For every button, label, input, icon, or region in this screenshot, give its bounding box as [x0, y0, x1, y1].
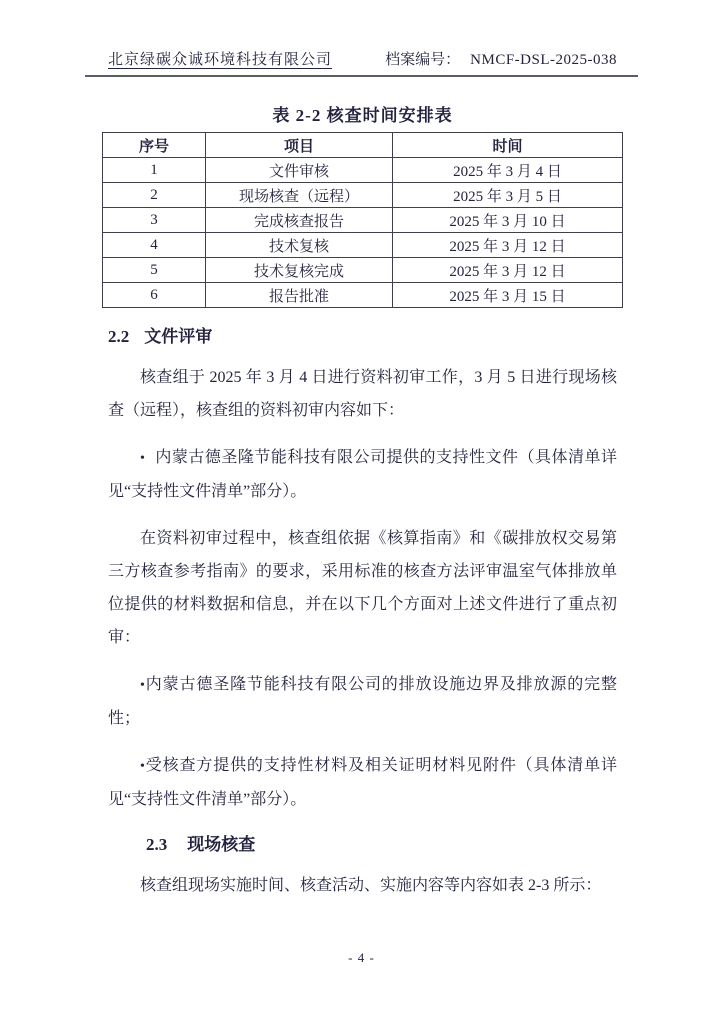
- section-heading-2-3: [108, 830, 617, 855]
- cell-item: 完成核查报告: [206, 208, 393, 233]
- cell-time: 2025 年 3 月 12 日: [393, 258, 623, 283]
- archive-number: NMCF-DSL-2025-038: [470, 52, 617, 68]
- cell-time: 2025 年 3 月 5 日: [393, 183, 623, 208]
- header-company-name: 北京绿碳众诚环境科技有限公司: [108, 52, 333, 68]
- cell-no: 5: [103, 258, 206, 283]
- cell-no: 2: [103, 183, 206, 208]
- header-divider: [85, 75, 638, 77]
- bullet-text: 内蒙古德圣隆节能科技有限公司的排放设施边界及排放源的完整性；: [108, 676, 617, 727]
- column-header-item: 项目: [206, 133, 393, 158]
- cell-no: 3: [103, 208, 206, 233]
- schedule-table: [102, 132, 623, 308]
- cell-no: 4: [103, 233, 206, 258]
- document-footer: [0, 950, 723, 966]
- column-header-time: 时间: [393, 133, 623, 158]
- header-archive: [385, 48, 617, 69]
- table-row: [103, 158, 623, 183]
- archive-label: 档案编号：: [385, 52, 461, 68]
- bullet-paragraph-evidence-materials: [108, 749, 617, 816]
- paragraph-initial-review-intro: 核查组于 2025 年 3 月 4 日进行资料初审工作，3 月 5 日进行现场核查（远程），核查组的资料初审内容如下：: [108, 369, 617, 419]
- cell-item: 文件审核: [206, 158, 393, 183]
- column-header-no: 序号: [103, 133, 206, 158]
- cell-item: 报告批准: [206, 283, 393, 308]
- bullet-paragraph-supporting-docs: [108, 441, 617, 508]
- cell-item: 现场核查（远程）: [206, 183, 393, 208]
- table-title: 表 2-2 核查时间安排表: [272, 106, 453, 125]
- cell-no: 6: [103, 283, 206, 308]
- bullet-paragraph-boundary-completeness: [108, 668, 617, 735]
- section-number: 2.2: [108, 327, 130, 346]
- cell-item: 技术复核完成: [206, 258, 393, 283]
- cell-item: 技术复核: [206, 233, 393, 258]
- table-row: [103, 208, 623, 233]
- bullet-icon: •: [140, 759, 145, 774]
- cell-no: 1: [103, 158, 206, 183]
- bullet-text: 内蒙古德圣隆节能科技有限公司提供的支持性文件（具体清单详见“支持性文件清单”部分）。: [108, 449, 617, 500]
- table-row: [103, 233, 623, 258]
- bullet-text: 受核查方提供的支持性材料及相关证明材料见附件（具体清单详见“支持性文件清单”部分）。: [108, 757, 617, 808]
- cell-time: 2025 年 3 月 12 日: [393, 233, 623, 258]
- table-header-row: [103, 133, 623, 158]
- table-row: [103, 283, 623, 308]
- section-heading-2-2: [108, 322, 617, 347]
- paragraph-review-basis: 在资料初审过程中，核查组依据《核算指南》和《碳排放权交易第三方核查参考指南》的要求，采用标准的核查方法评审温室气体排放单位提供的材料数据和信息，并在以下几个方面对上述文件进行了重点初审：: [108, 530, 617, 646]
- document-header: [0, 0, 723, 75]
- cell-time: 2025 年 3 月 4 日: [393, 158, 623, 183]
- section-title: 现场核查: [187, 835, 256, 854]
- section-title: 文件评审: [144, 327, 213, 346]
- paragraph-onsite-intro: 核查组现场实施时间、核查活动、实施内容等内容如表 2-3 所示：: [140, 877, 602, 894]
- bullet-icon: •: [140, 451, 145, 466]
- document-body: [0, 101, 723, 902]
- table-row: [103, 258, 623, 283]
- cell-time: 2025 年 3 月 10 日: [393, 208, 623, 233]
- section-number: 2.3: [146, 835, 168, 854]
- page-number: - 4 -: [348, 950, 375, 965]
- cell-time: 2025 年 3 月 15 日: [393, 283, 623, 308]
- bullet-icon: •: [140, 678, 145, 693]
- table-row: [103, 183, 623, 208]
